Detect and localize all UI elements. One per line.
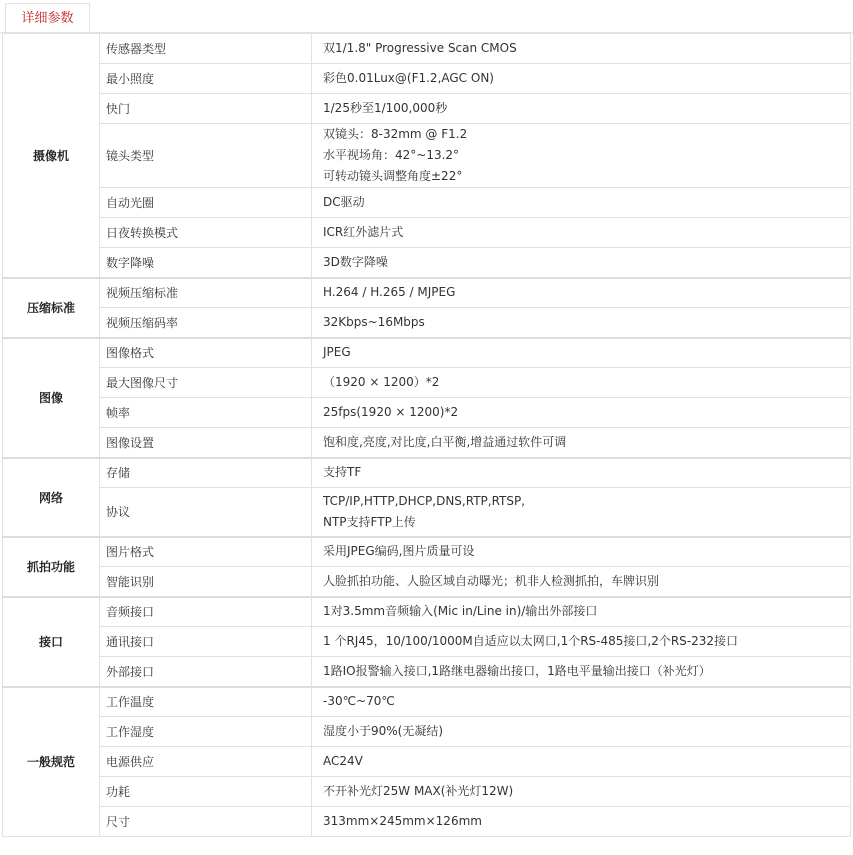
spec-value-line: 可转动镜头调整角度±22° <box>323 169 463 183</box>
spec-value-line: 不开补光灯25W MAX(补光灯12W) <box>323 784 514 798</box>
spec-label: 智能识别 <box>100 567 312 597</box>
spec-value-line: 1 个RJ45，10/100/1000M自适应以太网口,1个RS-485接口,2个RS-232接口 <box>323 634 739 648</box>
spec-label: 工作湿度 <box>100 717 312 747</box>
spec-row <box>3 747 851 777</box>
spec-value-line: -30℃~70℃ <box>323 694 395 709</box>
spec-value <box>312 368 851 398</box>
spec-value-line: 1/25秒至1/100,000秒 <box>323 101 448 115</box>
spec-value <box>312 278 851 308</box>
spec-value-line: 313mm×245mm×126mm <box>323 814 482 828</box>
spec-value-line: H.264 / H.265 / MJPEG <box>323 285 456 300</box>
spec-value-line: AC24V <box>323 754 363 768</box>
spec-value-line: DC驱动 <box>323 195 365 209</box>
spec-row <box>3 428 851 458</box>
spec-value-line: 采用JPEG编码,图片质量可设 <box>323 544 475 559</box>
spec-value <box>312 687 851 717</box>
spec-value-line: （1920 × 1200）*2 <box>323 375 440 389</box>
tab-bar <box>0 0 853 33</box>
spec-value-line: 人脸抓拍功能、人脸区域自动曝光；机非人检测抓拍，车牌识别 <box>323 573 660 588</box>
spec-row <box>3 597 851 627</box>
spec-value <box>312 717 851 747</box>
spec-label: 帧率 <box>100 398 312 428</box>
spec-value <box>312 747 851 777</box>
spec-row <box>3 687 851 717</box>
spec-label: 功耗 <box>100 777 312 807</box>
section-title: 压缩标准 <box>3 278 100 338</box>
spec-value <box>312 537 851 567</box>
spec-value-line: JPEG <box>323 345 351 360</box>
tab-details[interactable]: 详细参数 <box>5 3 90 32</box>
spec-row <box>3 278 851 308</box>
spec-row <box>3 218 851 248</box>
spec-value <box>312 94 851 124</box>
spec-value-line: 1对3.5mm音频输入(Mic in/Line in)/输出外部接口 <box>323 604 598 619</box>
spec-row <box>3 64 851 94</box>
spec-value-line: NTP支持FTP上传 <box>323 514 416 529</box>
spec-value <box>312 64 851 94</box>
spec-row <box>3 537 851 567</box>
spec-value-line: 水平视场角：42°~13.2° <box>323 148 460 162</box>
spec-row <box>3 657 851 687</box>
spec-value <box>312 488 851 537</box>
spec-label: 视频压缩标准 <box>100 278 312 308</box>
spec-table <box>2 33 851 837</box>
spec-row <box>3 308 851 338</box>
spec-value <box>312 188 851 218</box>
spec-value <box>312 657 851 687</box>
spec-label: 电源供应 <box>100 747 312 777</box>
spec-row <box>3 124 851 188</box>
spec-label: 镜头类型 <box>100 124 312 188</box>
spec-row <box>3 248 851 278</box>
spec-value-line: TCP/IP,HTTP,DHCP,DNS,RTP,RTSP, <box>323 493 526 508</box>
spec-label: 存储 <box>100 458 312 488</box>
spec-value <box>312 34 851 64</box>
spec-value-line: 彩色0.01Lux@(F1.2,AGC ON) <box>323 71 494 85</box>
spec-label: 数字降噪 <box>100 248 312 278</box>
spec-row <box>3 567 851 597</box>
spec-label: 最大图像尺寸 <box>100 368 312 398</box>
spec-value-line: ICR红外滤片式 <box>323 225 404 239</box>
spec-value-line: 支持TF <box>323 465 362 480</box>
spec-value <box>312 248 851 278</box>
spec-label: 传感器类型 <box>100 34 312 64</box>
section-title: 抓拍功能 <box>3 537 100 597</box>
spec-row <box>3 717 851 747</box>
spec-value <box>312 777 851 807</box>
spec-row <box>3 398 851 428</box>
spec-value-line: 3D数字降噪 <box>323 254 388 269</box>
section-title: 摄像机 <box>3 34 100 278</box>
spec-label: 视频压缩码率 <box>100 308 312 338</box>
spec-row <box>3 627 851 657</box>
spec-label: 图片格式 <box>100 537 312 567</box>
spec-label: 通讯接口 <box>100 627 312 657</box>
spec-value <box>312 338 851 368</box>
spec-label: 自动光圈 <box>100 188 312 218</box>
spec-label: 最小照度 <box>100 64 312 94</box>
spec-value-line: 饱和度,亮度,对比度,白平衡,增益通过软件可调 <box>323 434 567 449</box>
spec-label: 协议 <box>100 488 312 537</box>
spec-value <box>312 218 851 248</box>
spec-value <box>312 458 851 488</box>
spec-row <box>3 458 851 488</box>
spec-value <box>312 428 851 458</box>
spec-label: 音频接口 <box>100 597 312 627</box>
spec-value <box>312 398 851 428</box>
spec-row <box>3 188 851 218</box>
spec-value <box>312 597 851 627</box>
spec-label: 快门 <box>100 94 312 124</box>
spec-value <box>312 124 851 188</box>
spec-value-line: 32Kbps~16Mbps <box>323 314 425 329</box>
spec-row <box>3 807 851 837</box>
spec-label: 尺寸 <box>100 807 312 837</box>
section-title: 网络 <box>3 458 100 537</box>
spec-label: 外部接口 <box>100 657 312 687</box>
spec-label: 工作温度 <box>100 687 312 717</box>
spec-row <box>3 488 851 537</box>
spec-row <box>3 34 851 64</box>
spec-label: 图像格式 <box>100 338 312 368</box>
spec-row <box>3 94 851 124</box>
spec-value <box>312 807 851 837</box>
spec-value <box>312 308 851 338</box>
spec-row <box>3 368 851 398</box>
spec-label: 日夜转换模式 <box>100 218 312 248</box>
spec-value-line: 25fps(1920 × 1200)*2 <box>323 405 459 419</box>
spec-value <box>312 567 851 597</box>
spec-value-line: 双1/1.8" Progressive Scan CMOS <box>323 41 517 55</box>
spec-value <box>312 627 851 657</box>
section-title: 图像 <box>3 338 100 458</box>
spec-row <box>3 338 851 368</box>
spec-value-line: 双镜头：8-32mm @ F1.2 <box>323 127 468 141</box>
spec-value-line: 湿度小于90%(无凝结) <box>323 724 444 738</box>
spec-value-line: 1路IO报警输入接口,1路继电器输出接口，1路电平量输出接口（补光灯） <box>323 663 711 678</box>
section-title: 接口 <box>3 597 100 687</box>
spec-row <box>3 777 851 807</box>
section-title: 一般规范 <box>3 687 100 837</box>
spec-label: 图像设置 <box>100 428 312 458</box>
